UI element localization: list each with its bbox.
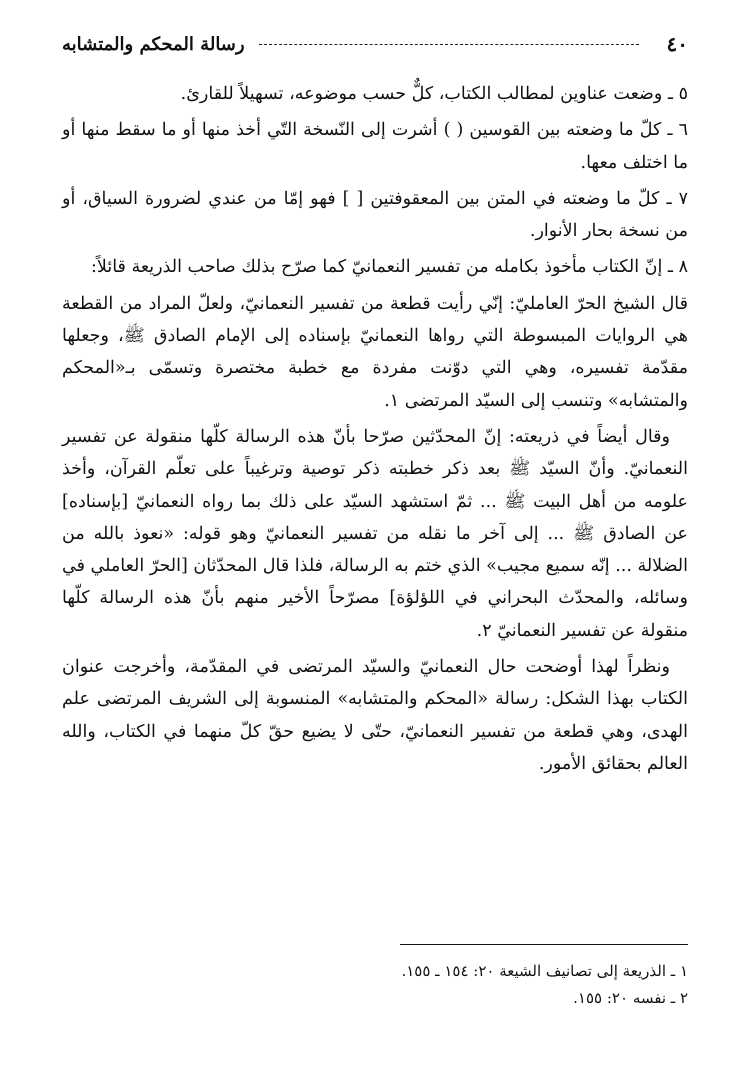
paragraph-item-7: ٧ ـ كلّ ما وضعته في المتن بين المعقوفتين [ ] فهو إمّا من عندي لضرورة السياق، أو من نسخة بحار الأنوار. xyxy=(62,188,688,242)
running-title: رسالة المحكم والمتشابه xyxy=(62,33,245,55)
paragraph-item-6: ٦ ـ كلّ ما وضعته بين القوسين ( ) أشرت إلى النّسخة التّي أخذ منها أو ما سقط منها أو ما اختلف معها. xyxy=(62,120,688,173)
paragraph-quote-hurr-amili: قال الشيخ الحرّ العامليّ: إنّي رأيت قطعة من تفسير النعمانيّ، ولعلّ المراد من القطعة هي الروايات المبسوطة التي رواها النعمانيّ بإسناده إلى الإمام الصادق ﷺ، وجعلها مقدّمة تفسيره، وهي التي دوّنت مفردة مع خطبة مختصرة وتسمّى بـ«المحكم والمتشابه» وتنسب إلى السيّد المرتضى ١. xyxy=(62,293,688,411)
paragraph-dharia-quote: وقال أيضاً في ذريعته: إنّ المحدّثين صرّحا بأنّ هذه الرسالة كلّها منقولة عن تفسير النعمانيّ. وأنّ السيّد ﷺ بعد ذكر خطبته ذكر توصية وترغيباً على تعلّم القرآن، وأخذ علومه من أهل البيت ﷺ ... ثمّ استشهد السيّد على ذلك بما رواه النعمانيّ [بإسناده] عن الصادق ﷺ ... إلى آخر ما نقله من تفسير النعمانيّ وهو قوله: «نعوذ بالله من الضلالة ... إنّه سميع مجيب» الذي ختم به الرسالة، فلذا قال المحدّثان [الحرّ العاملي في وسائله، والمحدّث البحراني في اللؤلؤة] مصرّحاً الأخير منهم بأنّ هذه الرسالة كلّها منقولة عن تفسير النعمانيّ ٢. xyxy=(62,426,688,641)
footnote-divider xyxy=(400,944,688,945)
paragraph-item-5: ٥ ـ وضعت عناوين لمطالب الكتاب، كلٌّ حسب موضوعه، تسهيلاً للقارئ. xyxy=(180,84,688,104)
footnote-2: ٢ ـ نفسه ٢٠: ١٥٥. xyxy=(573,989,688,1007)
paragraph-item-8: ٨ ـ إنّ الكتاب مأخوذ بكامله من تفسير النعمانيّ كما صرّح بذلك صاحب الذريعة قائلاً: xyxy=(91,257,688,278)
page-header xyxy=(62,28,688,60)
paragraph-conclusion: ونظراً لهذا أوضحت حال النعمانيّ والسيّد المرتضى في المقدّمة، وأخرجت عنوان الكتاب بهذا الشكل: رسالة «المحكم والمتشابه» المنسوبة إلى الشريف المرتضى علم الهدى، وهي قطعة من تفسير النعمانيّ، حتّى لا يضيع حقّ كلّ منهما في الكتاب، والله العالم بحقائق الأمور. xyxy=(62,657,688,774)
main-text xyxy=(62,78,688,784)
footnotes xyxy=(62,958,688,1012)
header-divider xyxy=(259,44,639,45)
page-number: ٤٠ xyxy=(666,32,688,56)
footnote-1: ١ ـ الذريعة إلى تصانيف الشيعة ٢٠: ١٥٤ ـ ١٥٥. xyxy=(401,962,688,980)
